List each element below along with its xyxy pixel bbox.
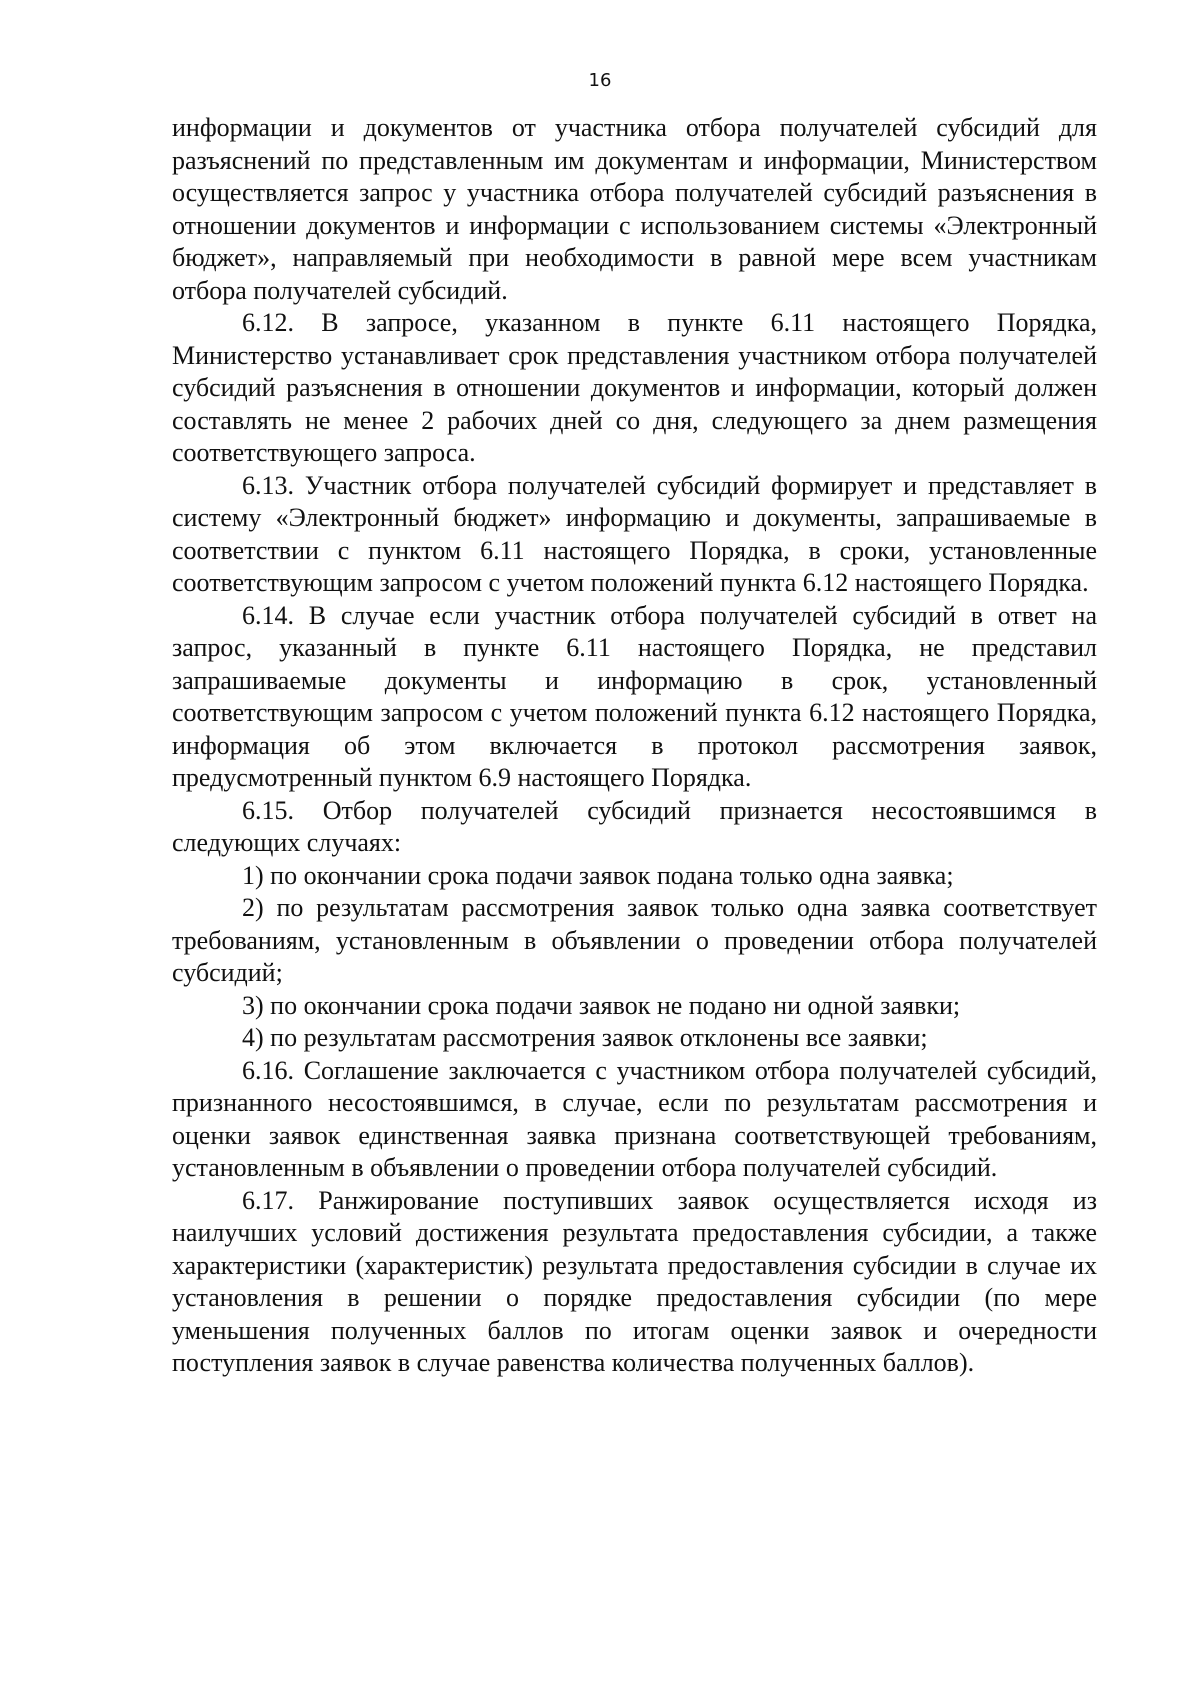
paragraph-6-17: 6.17. Ранжирование поступивших заявок осуществляется исходя из наилучших условий достижения результата предоставления субсидии, а также характеристики (характеристик) результата предоставления субсидии в случае их установления в решении о порядке предоставления субсидии (по мере уменьшения полученных баллов по итогам оценки заявок и очередности поступления заявок в случае равенства количества полученных баллов).: [172, 1185, 1097, 1377]
list-item-1: 1) по окончании срока подачи заявок подана только одна заявка;: [242, 860, 954, 890]
paragraph-6-14: 6.14. В случае если участник отбора получателей субсидий в ответ на запрос, указанный в пункте 6.11 настоящего Порядка, не представил запрашиваемые документы и информацию в срок, установленный соответствующим запросом с учетом положений пункта 6.12 настоящего Порядка, информация об этом включается в протокол рассмотрения заявок, предусмотренный пунктом 6.9 настоящего Порядка.: [172, 600, 1097, 792]
paragraph-6-12: 6.12. В запросе, указанном в пункте 6.11 настоящего Порядка, Министерство устанавливает срок представления участником отбора получателей субсидий разъяснения в отношении документов и информации, который должен составлять не менее 2 рабочих дней со дня, следующего за днем размещения соответствующего запроса.: [172, 308, 1097, 467]
page-number: 16: [588, 70, 612, 91]
list-item-3: 3) по окончании срока подачи заявок не подано ни одной заявки;: [242, 990, 961, 1020]
paragraph-continuation: информации и документов от участника отбора получателей субсидий для разъяснений по представленным им документам и информации, Министерством осуществляется запрос у участника отбора получателей субсидий разъяснения в отношении документов и информации с использованием системы «Электронный бюджет», направляемый при необходимости в равной мере всем участникам отбора получателей субсидий.: [172, 113, 1097, 305]
paragraph-6-16: 6.16. Соглашение заключается с участником отбора получателей субсидий, признанного несостоявшимся, в случае, если по результатам рассмотрения и оценки заявок единственная заявка признана соответствующей требованиям, установленным в объявлении о проведении отбора получателей субсидий.: [172, 1055, 1097, 1182]
paragraph-6-13: 6.13. Участник отбора получателей субсидий формирует и представляет в систему «Электронный бюджет» информацию и документы, запрашиваемые в соответствии с пунктом 6.11 настоящего Порядка, в сроки, установленные соответствующим запросом с учетом положений пункта 6.12 настоящего Порядка.: [172, 470, 1097, 597]
document-body: [172, 112, 1097, 1380]
list-item-2: 2) по результатам рассмотрения заявок только одна заявка соответствует требованиям, установленным в объявлении о проведении отбора получателей субсидий;: [172, 893, 1097, 987]
list-item-4: 4) по результатам рассмотрения заявок отклонены все заявки;: [242, 1023, 928, 1052]
paragraph-6-15: 6.15. Отбор получателей субсидий признается несостоявшимся в следующих случаях:: [172, 795, 1097, 857]
